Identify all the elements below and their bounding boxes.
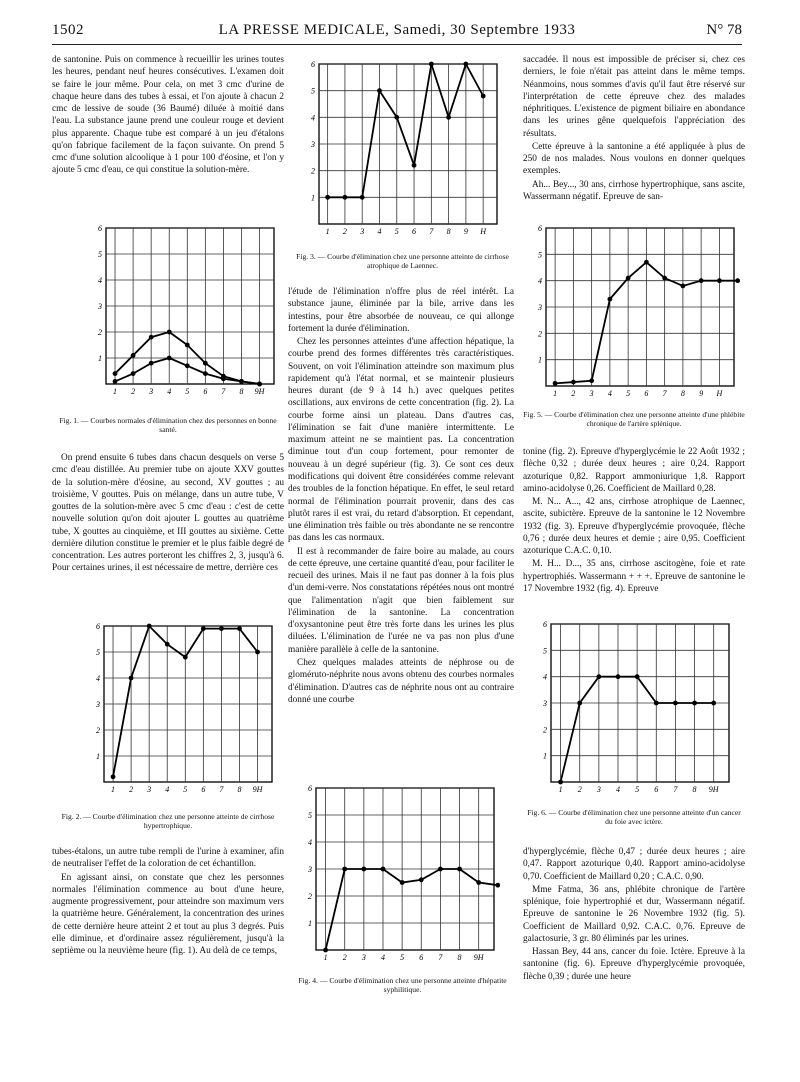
- figure-3: [303, 58, 503, 244]
- x-tick-label: 1: [323, 953, 328, 962]
- x-tick-label: 3: [361, 953, 366, 962]
- y-tick-label: 6: [96, 622, 100, 631]
- figure-2: [88, 620, 278, 802]
- column-1: [52, 54, 284, 178]
- x-tick-label: 6: [203, 387, 208, 396]
- x-tick-label: 8: [446, 227, 451, 236]
- figure-1: [90, 222, 280, 404]
- y-tick-label: 6: [308, 784, 312, 793]
- page-number: 1502: [52, 22, 84, 38]
- data-point: [381, 867, 386, 872]
- fig2-chart: [88, 620, 278, 802]
- x-tick-label: 6: [654, 785, 659, 794]
- x-tick-label: 8: [239, 387, 244, 396]
- data-point: [438, 867, 443, 872]
- x-tick-label: 7: [221, 387, 226, 396]
- data-point: [323, 948, 328, 953]
- col3-paragraph: Cette épreuve à la santonine a été appliquée à plus de 250 de nos malades. Nous voulons en donner quelques exemples.: [523, 141, 745, 177]
- col3-paragraph: Mme Fatma, 36 ans, phlébite chronique de l'artère splénique, foie hypertrophié et dur, Wassermann négatif. Epreuve de santonine le 26 Novembre 1932 (fig. 5). Coefficient de Maillard 0,92. C.A.C. 0,76. Epreuve de galactosurie, 3 gr. 80 éliminés par les urines.: [523, 884, 745, 944]
- col3-paragraph: M. N... A..., 42 ans, cirrhose atrophique de Laennec, ascite, subictère. Epreuve de la santonine le 12 Novembre 1932 (fig. 3). Epreuve d'hyperglycémie provoquée, flèche 0,76 ; durée deux heures et demie ; aire 0,95. Coefficient azoturique C.A.C. 0,10.: [523, 497, 745, 557]
- x-tick-label: 9: [699, 389, 704, 398]
- data-point: [616, 674, 621, 679]
- y-tick-label: 3: [308, 865, 312, 874]
- col3-paragraph: Hassan Bey, 44 ans, cancer du foie. Ictère. Epreuve à la santonine (fig. 6). Epreuve d'hyperglycémie provoquée, flèche 0,39 ; durée une heure: [523, 947, 745, 982]
- x-tick-label: 5: [635, 785, 640, 794]
- x-tick-label: 3: [589, 389, 594, 398]
- data-point: [255, 650, 260, 655]
- fig2-caption: Fig. 2. — Courbe d'élimination chez une personne atteinte de cirrhose hypertrophique.: [61, 812, 275, 831]
- x-tick-label: 6: [201, 785, 206, 794]
- y-tick-label: 6: [98, 224, 102, 233]
- x-tick-label: 2: [131, 387, 136, 396]
- data-point: [149, 335, 154, 340]
- col3-paragraph: Ah... Bey..., 30 ans, cirrhose hypertrophique, sans ascite, Wassermann négatif. Epreuve de san-: [523, 179, 745, 202]
- x-tick-label: 5: [183, 785, 188, 794]
- column-3-cont: [523, 446, 745, 596]
- x-tick-label: 4: [165, 785, 170, 794]
- x-tick-label: 7: [438, 953, 443, 962]
- x-tick-label: H: [480, 227, 487, 236]
- x-tick-label: 9H: [252, 785, 263, 794]
- data-point: [673, 701, 678, 706]
- data-point: [394, 115, 399, 120]
- data-point: [553, 381, 558, 386]
- x-tick-label: 6: [419, 953, 424, 962]
- data-point: [113, 371, 118, 376]
- data-point: [183, 655, 188, 660]
- x-tick-label: 4: [615, 785, 620, 794]
- x-tick-label: 2: [342, 227, 347, 236]
- data-point: [735, 278, 740, 283]
- y-tick-label: 1: [311, 193, 315, 203]
- data-point: [237, 626, 242, 631]
- data-point: [111, 774, 116, 779]
- data-point: [342, 867, 347, 872]
- data-point: [203, 361, 208, 366]
- col1-paragraph: On prend ensuite 6 tubes dans chacun desquels on verse 5 cmc d'eau distillée. Au premier tube on ajoute XXV gouttes de la solution-mère d'éosine, au second, XV gouttes ; au troisième, V gouttes. Puis on mélange, dans un autre tube, V gouttes de la solution-mère avec 5 cmc d'eau : c'est de cette nouvelle solution qu'on doit ajouter L gouttes au quatrième tube, X gouttes au cinquième, et III gouttes au sixième. Cette dernière dilution constitue le premier et le plus faible degré de concentration. Les autres porteront les chiffres 2, 3, jusqu'à 6. Pour certaines urines, il est nécessaire de mettre, derrière ces: [52, 453, 284, 574]
- x-tick-label: 2: [577, 785, 582, 794]
- y-tick-label: 4: [96, 674, 100, 683]
- x-tick-label: 6: [412, 227, 417, 236]
- y-tick-label: 2: [538, 329, 542, 339]
- data-point: [699, 278, 704, 283]
- x-tick-label: H: [716, 389, 723, 398]
- x-tick-label: 4: [167, 387, 172, 396]
- x-tick-label: 9H: [708, 785, 719, 794]
- x-tick-label: 4: [377, 227, 382, 236]
- y-tick-label: 1: [308, 919, 312, 928]
- data-point: [626, 276, 631, 281]
- data-point: [221, 376, 226, 381]
- data-point: [481, 94, 486, 99]
- x-tick-label: 1: [113, 387, 118, 396]
- y-tick-label: 1: [98, 354, 102, 363]
- issue-number: N° 78: [706, 22, 742, 38]
- journal-title-date: LA PRESSE MEDICALE, Samedi, 30 Septembre 1933: [218, 22, 576, 38]
- y-tick-label: 5: [538, 250, 542, 260]
- x-tick-label: 5: [400, 953, 405, 962]
- data-point: [457, 867, 462, 872]
- y-tick-label: 5: [311, 86, 315, 96]
- data-point: [635, 674, 640, 679]
- x-tick-label: 3: [596, 785, 601, 794]
- col3-paragraph: saccadée. Il nous est impossible de préciser si, chez ces derniers, le foie n'était pas atteint dans le même temps. Néanmoins, nous sommes d'avis qu'il faut être réservé sur l'interprétation de cette épreuve chez des malades néphritiques. L'existence de pigment biliaire en abondance dans les urines gêne quelquefois l'appréciation des résultats.: [523, 55, 745, 139]
- y-tick-label: 5: [543, 646, 547, 656]
- x-tick-label: 5: [394, 227, 399, 236]
- fig3-caption: Fig. 3. — Courbe d'élimination chez une personne atteinte de cirrhose atrophique de Laennec.: [296, 252, 509, 271]
- data-point: [662, 276, 667, 281]
- data-point: [412, 163, 417, 168]
- y-tick-label: 2: [311, 166, 315, 176]
- data-point: [361, 867, 366, 872]
- x-tick-label: 3: [360, 227, 365, 236]
- data-point: [219, 626, 224, 631]
- col3-paragraph: tonine (fig. 2). Epreuve d'hyperglycémie le 22 Août 1932 ; flèche 0,32 ; durée deux heures ; aire 0,24. Rapport azoturique 0,82. Rapport ammoniurique 1,8. Rapport amino-acidolyse 0,26. Coefficient de Maillard 0,28.: [523, 447, 745, 494]
- data-point: [185, 363, 190, 368]
- column-1-end: [52, 846, 284, 958]
- data-point: [692, 701, 697, 706]
- col3-paragraph: M. H... D..., 35 ans, cirrhose ascitogène, foie et rate hypertrophiés. Wassermann + + +. Epreuve de santonine le 17 Novembre 1932 (fig. 4). Epreuve: [523, 559, 745, 594]
- x-tick-label: 8: [692, 785, 697, 794]
- y-tick-label: 4: [543, 672, 547, 682]
- fig6-caption: Fig. 6. — Courbe d'élimination chez une personne atteinte d'un cancer du foie avec ictère.: [527, 808, 741, 827]
- x-tick-label: 9H: [473, 953, 484, 962]
- data-point: [377, 88, 382, 93]
- x-tick-label: 1: [325, 227, 330, 236]
- x-tick-label: 8: [237, 785, 242, 794]
- col2-paragraph: l'étude de l'élimination n'offre plus de réel intérêt. La substance jaune, éliminée par la bile, arrive dans les intestins, pour être absorbée de nouveau, ce qui allonge fortement la durée d'élimination.: [288, 287, 514, 334]
- col1-paragraph: de santonine. Puis on commence à recueillir les urines toutes les heures, pendant neuf heures consécutives. L'examen doit se faire le jour même. Pour cela, on met 3 cmc d'urine de chaque heure dans des tubes à essai, et l'on ajoute à chacun 2 cmc de lessive de soude (36 Baumé) diluée à moitié dans l'eau. La substance jaune prend une couleur rouge et devient plus apparente. Chaque tube est comparé à un jeu d'étalons qu'on fabrique facilement de la façon suivante. On prend 5 cmc d'une solution alcoolique à 1 pour 100 d'éosine, et l'on y ajoute 5 cmc d'eau, ce qui constitue la solution-mère.: [52, 55, 284, 176]
- x-tick-label: 4: [607, 389, 612, 398]
- series-line: [326, 869, 498, 950]
- x-tick-label: 5: [626, 389, 631, 398]
- y-tick-label: 1: [96, 752, 100, 761]
- x-tick-label: 4: [380, 953, 385, 962]
- data-point: [167, 330, 172, 335]
- y-tick-label: 3: [98, 302, 102, 311]
- data-point: [607, 297, 612, 302]
- x-tick-label: 8: [680, 389, 685, 398]
- data-point: [463, 62, 468, 67]
- data-point: [185, 343, 190, 348]
- y-tick-label: 3: [311, 140, 315, 149]
- y-tick-label: 5: [98, 250, 102, 259]
- y-tick-label: 2: [98, 328, 102, 337]
- fig1-chart: [90, 222, 280, 404]
- data-point: [149, 361, 154, 366]
- x-tick-label: 7: [429, 227, 434, 236]
- data-point: [129, 676, 134, 681]
- data-point: [429, 62, 434, 67]
- y-tick-label: 3: [538, 303, 542, 312]
- col2-paragraph: Chez les personnes atteintes d'une affection hépatique, la courbe prend des formes différentes très caractéristiques. Souvent, on voit l'élimination atteindre son maximum plus rapidement qu'à l'état normal, et se maintenir plusieurs heures durant (de 9 à 14 h.) avec quelques petites oscillations, aux environs de cette concentration (fig. 2). La courbe forme ainsi un plateau. Dans d'autres cas, l'élimination se fait d'une manière intermittente. Le maximum atteint ne se maintient pas. La concentration diminue tout d'un coup fortement, pour remonter de nouveau à un degré supérieur (fig. 3). Ce sont ces deux modifications qui doivent être considérées comme relevant des troubles de la fonction hépatique. En effet, le seul retard normal de l'élimination pourrait provenir, dans des cas plutôt rares il est vrai, du retard d'absorption. Et cependant, une élimination très faible ou très abondante ne se rencontre pas dans les cas normaux.: [288, 337, 514, 544]
- data-point: [113, 379, 118, 384]
- col2-paragraph: Il est à recommander de faire boire au malade, au cours de cette épreuve, une certaine quantité d'eau, pour faciliter le recueil des urines. Mais il ne faut pas donner à la fois plus d'un demi-verre. Nos constatations répétées nous ont montré que l'alimentation n'agit que bien faiblement sur l'élimination de la santonine. La concentration d'oxysantonine peut être très forte dans les urines les plus diluées. L'élimination de l'urée ne va pas non plus d'une manière parallèle à celle de la santonine.: [288, 546, 514, 655]
- y-tick-label: 4: [538, 276, 542, 286]
- data-point: [165, 642, 170, 647]
- data-point: [558, 780, 563, 785]
- y-tick-label: 2: [543, 725, 547, 735]
- fig5-chart: [530, 222, 740, 406]
- figure-6: [535, 618, 735, 802]
- data-point: [400, 880, 405, 885]
- data-point: [131, 371, 136, 376]
- col3-paragraph: d'hyperglycémie, flèche 0,47 ; durée deux heures ; aire 0,47. Rapport azoturique 0,40. Rapport amino-acidolyse 0,70. Coefficient de Maillard 0,20 ; C.A.C. 0,90.: [523, 847, 745, 882]
- y-tick-label: 5: [96, 648, 100, 657]
- col1-paragraph: En agissant ainsi, on constate que chez les personnes normales l'élimination commence au bout d'une heure, augmente progressivement, pour atteindre son maximum vers la quatrième heure. Généralement, la concentration des urines de cette dernière heure atteint 2 et tout au plus 3 degrés. Puis elle diminue, et d'ordinaire assez régulièrement, jusqu'à la septième ou la neuvième heure (fig. 1). Au delà de ce temps,: [52, 872, 284, 957]
- data-point: [167, 356, 172, 361]
- data-point: [711, 701, 716, 706]
- data-point: [325, 195, 330, 200]
- data-point: [147, 624, 152, 629]
- data-point: [203, 371, 208, 376]
- column-1-cont: [52, 452, 284, 576]
- x-tick-label: 1: [111, 785, 116, 794]
- data-point: [589, 378, 594, 383]
- data-point: [201, 626, 206, 631]
- x-tick-label: 7: [662, 389, 667, 398]
- x-tick-label: 3: [149, 387, 154, 396]
- fig4-chart: [300, 782, 500, 970]
- series-line: [328, 64, 484, 197]
- data-point: [239, 379, 244, 384]
- y-tick-label: 6: [538, 224, 542, 233]
- x-tick-label: 9: [463, 227, 468, 236]
- x-tick-label: 9H: [254, 387, 265, 396]
- fig1-caption: Fig. 1. — Courbes normales d'élimination chez des personnes en bonne santé.: [59, 416, 277, 435]
- data-point: [644, 260, 649, 265]
- x-tick-label: 3: [147, 785, 152, 794]
- figure-4: [300, 782, 500, 970]
- col1-paragraph: tubes-étalons, un autre tube rempli de l'urine à examiner, afin de neutraliser l'effet de la coloration de cet échantillon.: [52, 847, 284, 870]
- y-tick-label: 1: [538, 355, 542, 365]
- data-point: [495, 883, 500, 888]
- fig6-chart: [535, 618, 735, 802]
- y-tick-label: 6: [311, 60, 315, 69]
- figure-5: [530, 222, 740, 406]
- x-tick-label: 5: [185, 387, 190, 396]
- y-tick-label: 6: [543, 620, 547, 629]
- data-point: [577, 701, 582, 706]
- y-tick-label: 1: [543, 751, 547, 761]
- data-point: [571, 380, 576, 385]
- x-tick-label: 7: [219, 785, 224, 794]
- data-point: [446, 115, 451, 120]
- y-tick-label: 2: [308, 892, 312, 901]
- column-3: [523, 54, 745, 204]
- page-header: [52, 22, 742, 45]
- data-point: [680, 284, 685, 289]
- data-point: [654, 701, 659, 706]
- data-point: [257, 382, 262, 387]
- data-point: [476, 880, 481, 885]
- data-point: [717, 278, 722, 283]
- x-tick-label: 8: [457, 953, 462, 962]
- fig5-caption: Fig. 5. — Courbe d'élimination chez une personne atteinte d'une phlébite chronique de l'artère splénique.: [523, 410, 745, 429]
- x-tick-label: 6: [644, 389, 649, 398]
- x-tick-label: 2: [129, 785, 134, 794]
- fig4-caption: Fig. 4. — Courbe d'élimination chez une personne atteinte d'hépatite syphilitique.: [298, 976, 507, 995]
- data-point: [419, 877, 424, 882]
- data-point: [596, 674, 601, 679]
- column-2: [288, 286, 514, 707]
- y-tick-label: 2: [96, 726, 100, 735]
- col2-paragraph: Chez quelques malades atteints de néphrose ou de gloméruto-néphrite nous avons obtenu des courbes normales d'élimination. D'autres cas de néphrite nous ont au contraire donné une courbe: [288, 657, 514, 705]
- x-tick-label: 2: [571, 389, 576, 398]
- y-tick-label: 4: [308, 838, 312, 847]
- x-tick-label: 1: [558, 785, 563, 794]
- y-tick-label: 5: [308, 811, 312, 820]
- y-tick-label: 4: [311, 113, 315, 123]
- y-tick-label: 3: [96, 700, 100, 709]
- data-point: [360, 195, 365, 200]
- x-tick-label: 7: [673, 785, 678, 794]
- data-point: [131, 353, 136, 358]
- x-tick-label: 2: [342, 953, 347, 962]
- x-tick-label: 1: [553, 389, 558, 398]
- fig3-chart: [303, 58, 503, 244]
- y-tick-label: 3: [543, 699, 547, 708]
- y-tick-label: 4: [98, 276, 102, 285]
- column-3-end: [523, 846, 745, 984]
- data-point: [343, 195, 348, 200]
